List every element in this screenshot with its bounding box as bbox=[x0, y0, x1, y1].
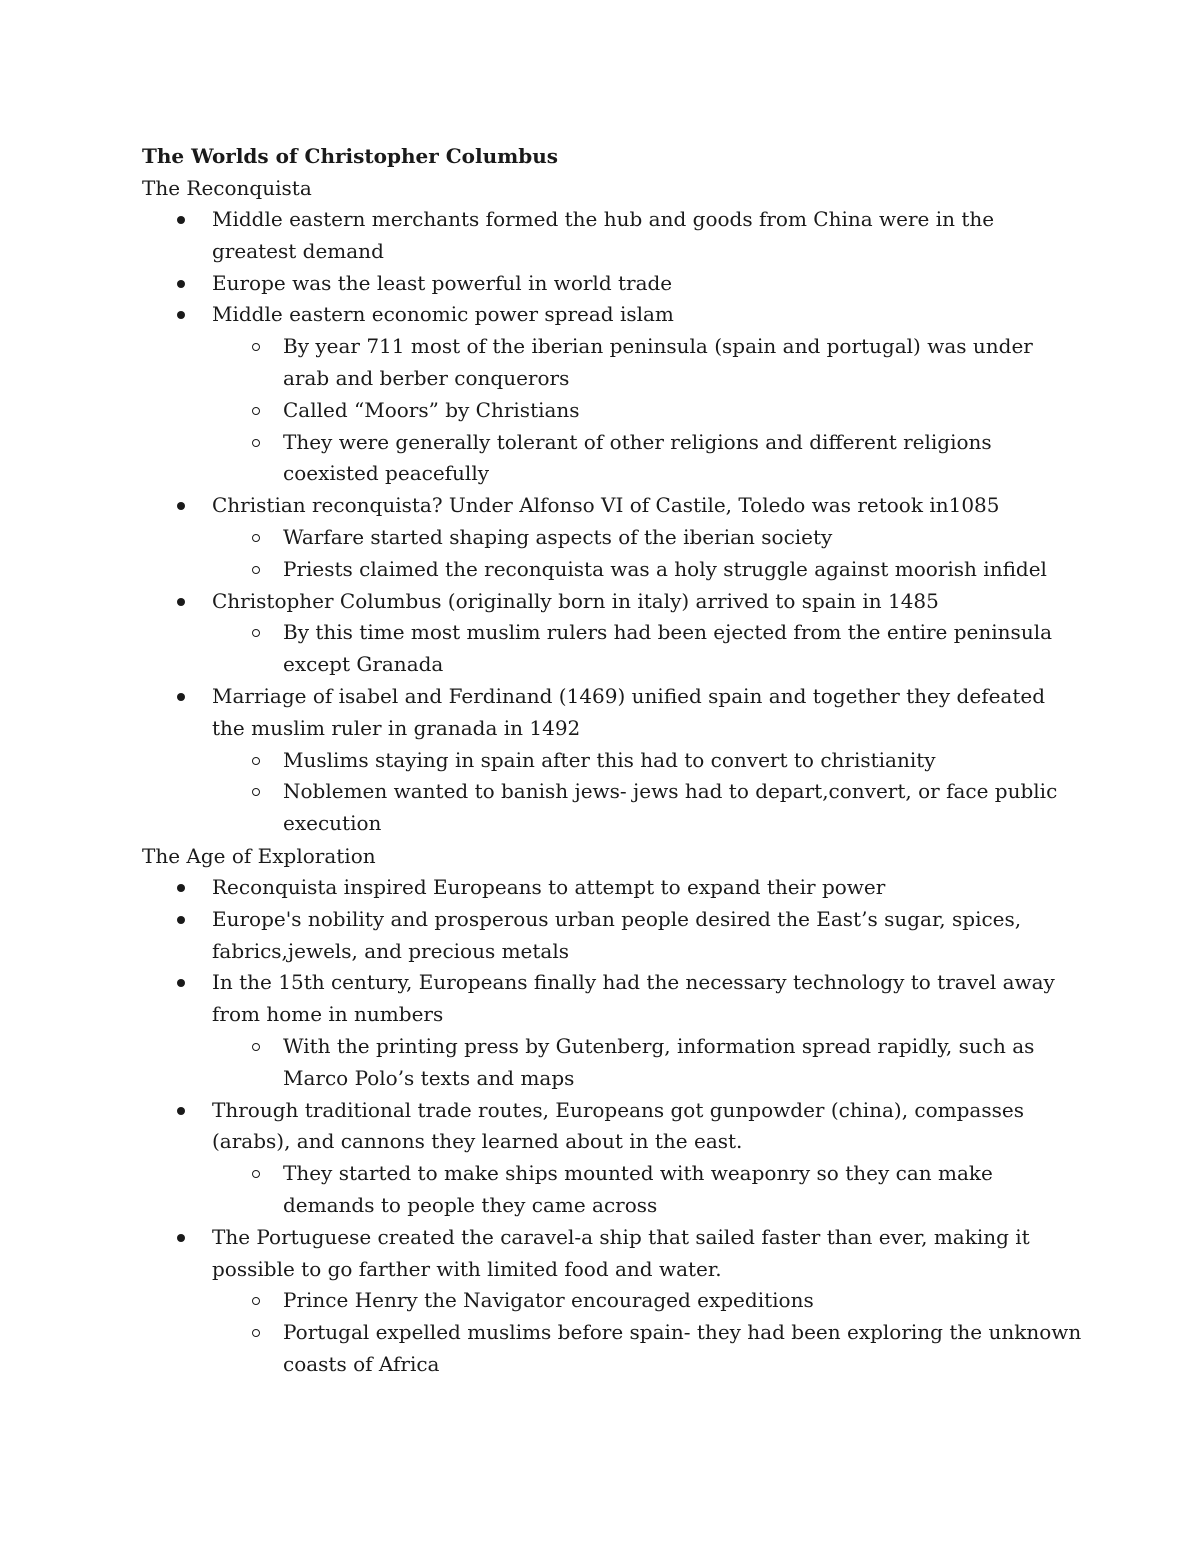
hollow-bullet-icon bbox=[252, 757, 260, 765]
hollow-bullet-icon bbox=[252, 566, 260, 574]
list-item-text: The Portuguese created the caravel-a ship that sailed faster than ever, making it possible to go farther with limited food and water. bbox=[212, 1224, 1030, 1281]
sub-bullet-list bbox=[212, 522, 1082, 586]
section-heading: The Reconquista bbox=[142, 176, 312, 200]
sub-list-item-text: They were generally tolerant of other religions and different religions coexisted peacefully bbox=[283, 429, 992, 486]
filled-bullet-icon bbox=[177, 502, 185, 510]
list-item-text: Middle eastern economic power spread islam bbox=[212, 302, 674, 327]
list-item-text: Europe's nobility and prosperous urban people desired the East’s sugar, spices, fabrics,jewels, and precious metals bbox=[212, 906, 1022, 963]
sub-list-item-text: Priests claimed the reconquista was a holy struggle against moorish infidel bbox=[283, 556, 1047, 581]
list-item bbox=[142, 1095, 1082, 1222]
sub-list-item-text: Called “Moors” by Christians bbox=[283, 397, 580, 422]
list-item bbox=[142, 872, 1082, 904]
hollow-bullet-icon bbox=[252, 788, 260, 796]
sub-list-item bbox=[212, 745, 1082, 777]
list-item bbox=[142, 1222, 1082, 1381]
list-item bbox=[142, 204, 1082, 268]
list-item bbox=[142, 904, 1082, 968]
sub-bullet-list bbox=[212, 617, 1082, 681]
hollow-bullet-icon bbox=[252, 629, 260, 637]
filled-bullet-icon bbox=[177, 979, 185, 987]
sub-bullet-list bbox=[212, 1031, 1082, 1095]
sub-list-item bbox=[212, 1317, 1082, 1381]
document-title: The Worlds of Christopher Columbus bbox=[142, 144, 559, 168]
filled-bullet-icon bbox=[177, 311, 185, 319]
bullet-list bbox=[142, 872, 1082, 1381]
sub-bullet-list bbox=[212, 1158, 1082, 1222]
document-body bbox=[142, 172, 1082, 1381]
filled-bullet-icon bbox=[177, 1234, 185, 1242]
list-item bbox=[142, 586, 1082, 681]
sub-list-item bbox=[212, 1031, 1082, 1095]
filled-bullet-icon bbox=[177, 1107, 185, 1115]
filled-bullet-icon bbox=[177, 280, 185, 288]
list-item bbox=[142, 967, 1082, 1094]
sub-list-item bbox=[212, 776, 1082, 840]
list-item-text: Middle eastern merchants formed the hub and goods from China were in the greatest demand bbox=[212, 207, 995, 263]
sub-list-item-text: Muslims staying in spain after this had to convert to christianity bbox=[283, 747, 936, 772]
list-item-text: In the 15th century, Europeans finally had the necessary technology to travel away from home in numbers bbox=[212, 970, 1055, 1027]
sub-list-item bbox=[212, 617, 1082, 681]
sub-list-item-text: Noblemen wanted to banish jews- jews had to depart,convert, or face public execution bbox=[283, 779, 1058, 836]
hollow-bullet-icon bbox=[252, 439, 260, 447]
list-item-text: Marriage of isabel and Ferdinand (1469) unified spain and together they defeated the muslim ruler in granada in 1492 bbox=[212, 683, 1046, 740]
sub-bullet-list bbox=[212, 331, 1082, 490]
sub-list-item bbox=[212, 395, 1082, 427]
filled-bullet-icon bbox=[177, 916, 185, 924]
hollow-bullet-icon bbox=[252, 407, 260, 415]
filled-bullet-icon bbox=[177, 693, 185, 701]
list-item bbox=[142, 268, 1082, 300]
filled-bullet-icon bbox=[177, 884, 185, 892]
sub-bullet-list bbox=[212, 745, 1082, 840]
filled-bullet-icon bbox=[177, 216, 185, 224]
sub-list-item bbox=[212, 522, 1082, 554]
section-heading: The Age of Exploration bbox=[142, 843, 376, 868]
sub-list-item-text: By this time most muslim rulers had been ejected from the entire peninsula except Granada bbox=[283, 620, 1053, 677]
hollow-bullet-icon bbox=[252, 1170, 260, 1178]
sub-list-item bbox=[212, 554, 1082, 586]
list-item bbox=[142, 681, 1082, 840]
sub-list-item-text: They started to make ships mounted with weaponry so they can make demands to people they came across bbox=[283, 1161, 993, 1217]
list-item bbox=[142, 490, 1082, 585]
document-page bbox=[142, 140, 1082, 1381]
hollow-bullet-icon bbox=[252, 534, 260, 542]
hollow-bullet-icon bbox=[252, 343, 260, 351]
bullet-list bbox=[142, 204, 1082, 840]
hollow-bullet-icon bbox=[252, 1297, 260, 1305]
list-item-text: Reconquista inspired Europeans to attempt to expand their power bbox=[212, 874, 886, 899]
sub-list-item-text: With the printing press by Gutenberg, information spread rapidly, such as Marco Polo’s texts and maps bbox=[283, 1033, 1035, 1090]
list-item-text: Europe was the least powerful in world trade bbox=[212, 270, 673, 295]
hollow-bullet-icon bbox=[252, 1043, 260, 1051]
sub-list-item bbox=[212, 1285, 1082, 1317]
list-item-text: Through traditional trade routes, Europeans got gunpowder (china), compasses (arabs), and cannons they learned about in the east. bbox=[212, 1097, 1024, 1154]
list-item bbox=[142, 299, 1082, 490]
sub-list-item-text: Portugal expelled muslims before spain- they had been exploring the unknown coasts of Africa bbox=[283, 1320, 1082, 1376]
filled-bullet-icon bbox=[177, 598, 185, 606]
list-item-text: Christian reconquista? Under Alfonso VI of Castile, Toledo was retook in1085 bbox=[212, 493, 1000, 518]
hollow-bullet-icon bbox=[252, 1329, 260, 1337]
sub-list-item bbox=[212, 427, 1082, 491]
sub-list-item-text: Prince Henry the Navigator encouraged expeditions bbox=[283, 1288, 814, 1313]
sub-list-item bbox=[212, 331, 1082, 395]
list-item-text: Christopher Columbus (originally born in italy) arrived to spain in 1485 bbox=[212, 588, 939, 613]
sub-list-item-text: By year 711 most of the iberian peninsula (spain and portugal) was under arab and berber conquerors bbox=[283, 334, 1033, 390]
sub-list-item bbox=[212, 1158, 1082, 1222]
sub-bullet-list bbox=[212, 1285, 1082, 1380]
sub-list-item-text: Warfare started shaping aspects of the iberian society bbox=[283, 524, 833, 549]
